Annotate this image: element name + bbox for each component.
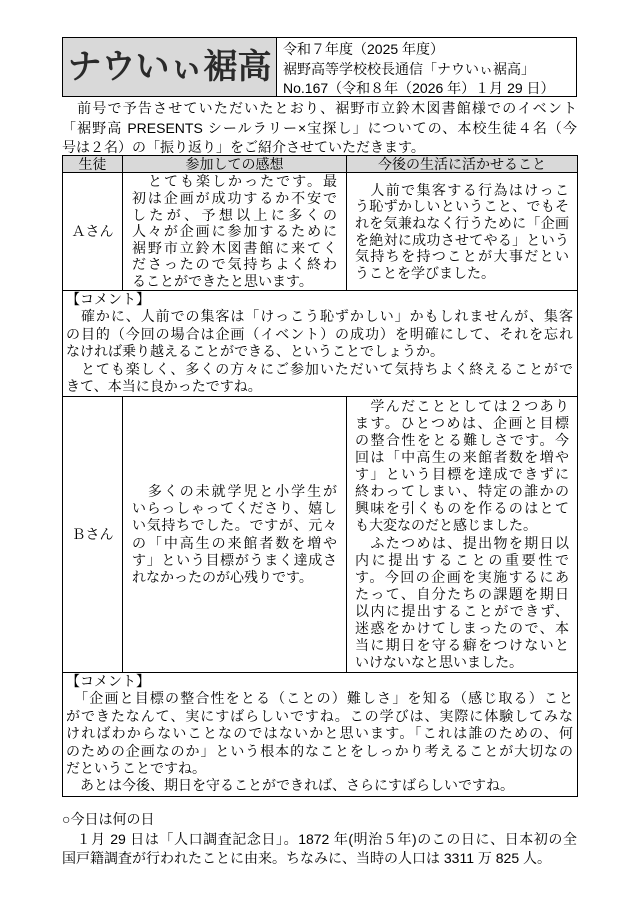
text-line: たって、自分たちの課題を期日 (355, 585, 569, 602)
text-line: ふたつめは、提出物を期日以 (355, 534, 569, 551)
text-line: ることができたと思います。 (132, 272, 313, 289)
text-line: いらっしゃってくださり、嬉し (132, 500, 337, 517)
text-line: 号は２名）の「振り返り」をご紹介させていただきます。 (62, 139, 425, 155)
issue-info (277, 38, 576, 96)
newsletter-logo (63, 38, 277, 96)
text-line: 気持ちを持つことが大事だとい (355, 248, 569, 265)
impression-cell (123, 397, 347, 672)
takeaway-cell (347, 173, 578, 290)
text-line: す。今回の企画を実施するにあ (355, 568, 569, 585)
text-line: す」という目標がうまく達成さ (132, 551, 337, 568)
today-in-history (62, 810, 577, 869)
text-line: の目的（今回の場合は企画（イベント）の成功）を明確にして、それを忘れ (66, 325, 573, 342)
text-line: 「企画と目標の整合性をとる（ことの）難しさ」を知る（感じ取る）こと (66, 690, 573, 707)
fiscal-year-line: 令和７年度（2025 年度） (283, 41, 445, 57)
text-line: の「中高生の来館者数を増や (132, 534, 337, 551)
comment-text (66, 308, 573, 395)
text-line: 終わってしまい、特定の誰かの (355, 483, 569, 500)
text-line: 以内に提出することができず、 (355, 602, 569, 619)
text-line: う恥ずかしいということ、でもそ (355, 198, 569, 215)
text-line: の整合性をとる難しさです。今 (355, 431, 569, 448)
text-line: 迷惑をかけてしまったので、本 (355, 619, 569, 636)
comment-row (63, 673, 578, 797)
text-line: いけないなと思いました。 (355, 654, 523, 671)
impression-text (123, 173, 346, 289)
student-name: Ａさん (71, 223, 114, 240)
takeaway-text (347, 182, 577, 282)
text-line: のための企画なのか」という根本的なことをしっかり考えることが大切なの (66, 742, 573, 759)
text-line: い気持ちでした。ですが、元々 (132, 517, 337, 534)
text-line: ければわからないことなのではないかと思います。「これは誰のための、何 (66, 725, 573, 742)
comment-row (63, 291, 578, 397)
takeaway-text (347, 398, 577, 672)
impression-cell (123, 173, 347, 290)
intro-paragraph (62, 99, 577, 158)
table-header-row (63, 156, 578, 173)
publication-title-line: 裾野高等学校校長通信「ナウいぃ裾高」 (283, 60, 535, 77)
reflection-table (62, 155, 578, 797)
text-line: 興味を引くものを作るのはとて (355, 500, 569, 517)
logo-text: ナウいぃ裾高 (67, 47, 272, 87)
text-line: 初は企画が成功するか不安で (132, 190, 337, 207)
text-line: 内に提出することの重要性で (355, 551, 569, 568)
issue-number-date-line: No.167（令和８年（2026 年）１月 29 日） (283, 80, 555, 96)
text-line: す」という目標を達成できずに (355, 466, 569, 483)
text-line: 当に期日を守る癖をつけないと (355, 637, 569, 654)
text-line: 人前で集客する行為はけっこ (355, 181, 569, 198)
text-line: も大変なのだと感じました。 (355, 517, 537, 534)
section-heading: ○今日は何の日 (62, 811, 155, 827)
text-line: 回は「中高生の来館者数を増や (355, 449, 569, 466)
text-line: ができたなんて、実にすばらしいですね。この学びは、実際に体験してみな (66, 707, 573, 724)
text-line: 前号で予告させていただいたとおり、裾野市立鈴木図書館様でのイベント (62, 100, 577, 116)
student-name-cell (63, 397, 123, 672)
column-header-impression: 参加しての感想 (123, 156, 347, 172)
text-line: 学んだこととしては２つあり (355, 397, 569, 414)
text-line: 確かに、人前での集客は「けっこう恥ずかしい」かもしれませんが、集客 (66, 308, 573, 325)
text-line: １月 29 日は「人口調査記念日」。1872 年(明治５年)のこの日に、日本初の全 (62, 830, 577, 847)
today-in-history-text (62, 830, 577, 869)
text-line: とても楽しく、多くの方々にご参加いただいて気持ちよく終えることがで (66, 360, 573, 377)
text-line: ださったので気持ちよく終わ (132, 256, 337, 273)
column-header-student: 生徒 (63, 156, 123, 172)
text-line: を絶対に成功させてやる」という (355, 231, 569, 248)
student-name: Ｂさん (71, 525, 114, 542)
text-line: 裾野市立鈴木図書館に来てく (132, 239, 337, 256)
text-line: 国戸籍調査が行われたことに由来。ちなみに、当時の人口は 3311 万 825 人。 (62, 850, 552, 866)
comment-cell (63, 673, 578, 796)
text-line: だということですね。 (66, 760, 206, 777)
takeaway-cell (347, 397, 578, 672)
comment-text (66, 690, 573, 794)
comment-label: 【コメント】 (66, 291, 150, 307)
text-line: れなかったのが心残りです。 (132, 568, 313, 585)
table-row (63, 173, 578, 291)
column-header-takeaway: 今後の生活に活かせること (347, 156, 578, 172)
text-line: 「裾野高 PRESENTS シールラリー×宝探し」についての、本校生徒４名（今 (62, 119, 577, 136)
text-line: なければ乗り越えることができる、ということでしょうか。 (66, 343, 444, 360)
text-line: とても楽しかったです。最 (132, 173, 337, 190)
student-name-cell (63, 173, 123, 290)
comment-label: 【コメント】 (66, 673, 150, 689)
text-line: うことを学びました。 (355, 264, 495, 281)
text-line: きて、本当に良かったですね。 (66, 378, 262, 395)
impression-text (123, 483, 346, 586)
text-line: 多くの未就学児と小学生が (132, 483, 337, 500)
text-line: あとは今後、期日を守ることができれば、さらにすばらしいですね。 (66, 777, 514, 794)
newsletter-header (62, 37, 577, 97)
text-line: したが、予想以上に多くの (132, 206, 337, 223)
text-line: 人々が企画に参加するために (132, 223, 337, 240)
table-row (63, 397, 578, 673)
comment-cell (63, 291, 578, 396)
text-line: れを気兼ねなく行うために「企画 (355, 214, 569, 231)
text-line: ます。ひとつめは、企画と目標 (355, 414, 569, 431)
